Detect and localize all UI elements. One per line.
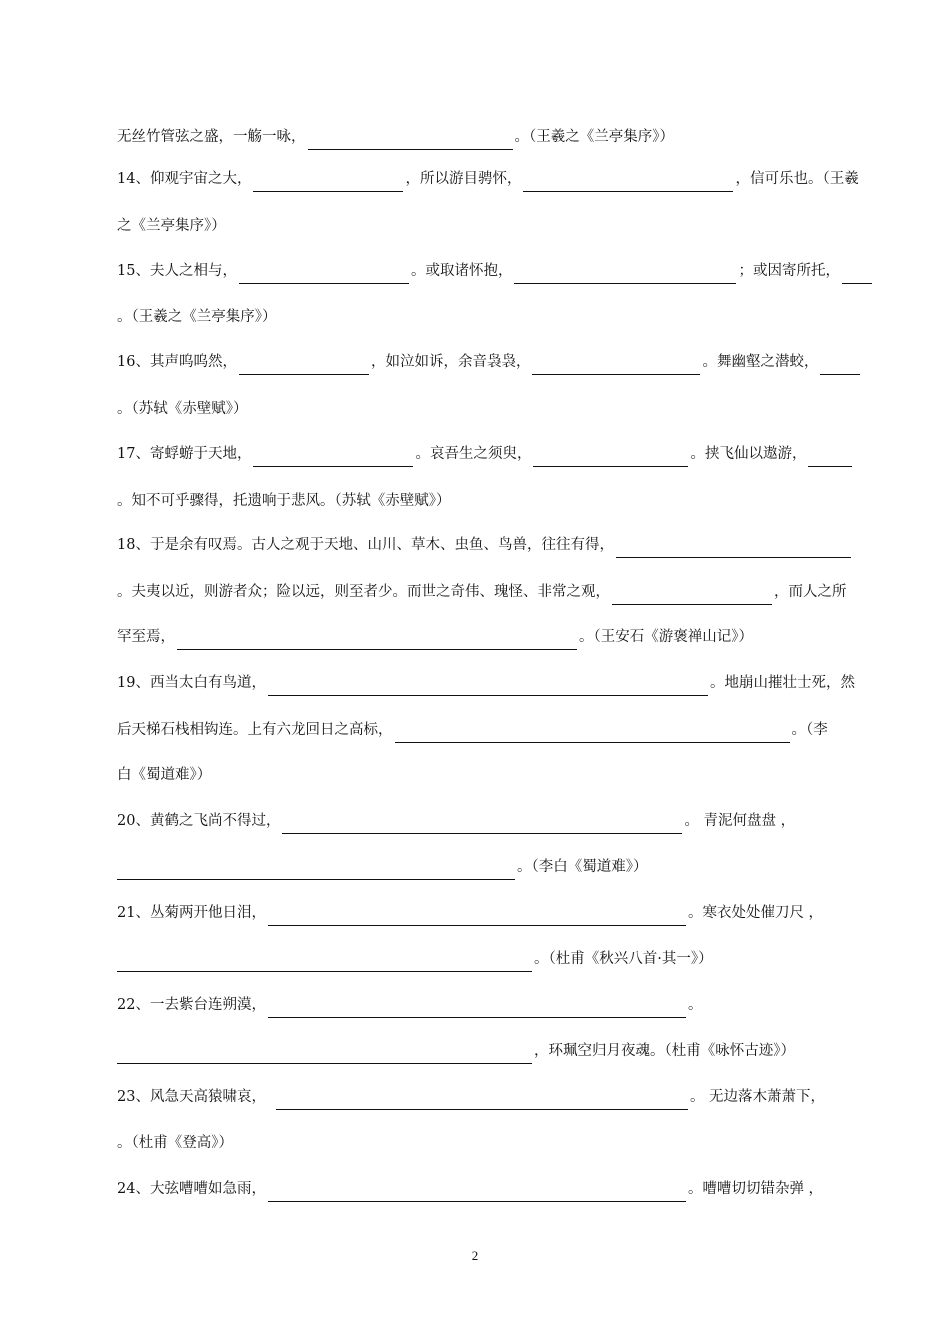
line-13: 19、西当太白有鸟道， 。地崩山摧壮士死，然 [117,670,879,696]
line-23: 。（杜甫《登高》） [117,1135,233,1151]
fill-blank[interactable] [253,448,413,467]
line-18: 21、丛菊两开他日泪， 。寒衣处处催刀尺 ， [117,900,879,926]
line-15: 白《蜀道难》） [117,767,212,783]
fill-blank[interactable] [808,448,852,467]
fill-blank[interactable] [239,356,369,375]
line-24: 24、大弦嘈嘈如急雨， 。嘈嘈切切错杂弹 ， [117,1176,879,1202]
line-21: ，环珮空归月夜魂。（杜甫《咏怀古迹》） [117,1038,879,1064]
fill-blank[interactable] [268,999,686,1018]
fill-blank[interactable] [117,1045,532,1064]
line-2: 14、仰观宇宙之大， ，所以游目骋怀， ，信可乐也。（王羲 [117,166,879,192]
page-number: 2 [471,1248,479,1263]
line-16: 20、黄鹤之飞尚不得过， 。 青泥何盘盘 ， [117,808,879,834]
fill-blank[interactable] [239,265,409,284]
fill-blank[interactable] [395,724,790,743]
fill-blank[interactable] [177,631,577,650]
fill-blank[interactable] [253,173,403,192]
line-11: 。夫夷以近，则游者众；险以远，则至者少。而世之奇伟、瑰怪、非常之观， ，而人之所 [117,579,879,605]
line-20: 22、一去紫台连朔漠， 。 [117,992,879,1018]
fill-blank[interactable] [268,907,686,926]
fill-blank[interactable] [282,815,682,834]
line-6: 16、其声呜呜然， ，如泣如诉，余音袅袅， 。舞幽壑之潜蛟， [117,349,879,375]
fill-blank[interactable] [523,173,733,192]
fill-blank[interactable] [842,265,872,284]
line-4: 15、夫人之相与， 。或取诸怀抱， ；或因寄所托， [117,258,879,284]
fill-blank[interactable] [612,586,772,605]
line-8: 17、寄蜉蝣于天地， 。哀吾生之须臾， 。挟飞仙以遨游， [117,441,879,467]
fill-blank[interactable] [268,1183,686,1202]
fill-blank[interactable] [616,539,851,558]
line-9: 。知不可乎骤得，托遗响于悲风。（苏轼《赤壁赋》） [117,493,451,509]
fill-blank[interactable] [514,265,736,284]
fill-blank[interactable] [117,953,532,972]
line-10: 18、于是余有叹焉。古人之观于天地、山川、草木、虫鱼、鸟兽，往往有得， [117,532,879,558]
line-14: 后天梯石栈相钩连。上有六龙回日之高标， 。（李 [117,717,879,743]
line-12: 罕至焉， 。（王安石《游褒禅山记》） [117,624,879,650]
line-7: 。（苏轼《赤壁赋》） [117,401,248,417]
line-1: 无丝竹管弦之盛，一觞一咏， 。（王羲之《兰亭集序》） [117,124,879,150]
fill-blank[interactable] [276,1091,688,1110]
fill-blank[interactable] [268,677,708,696]
fill-blank[interactable] [532,356,700,375]
line-3: 之《兰亭集序》） [117,218,226,234]
line-19: 。（杜甫《秋兴八首·其一》） [117,946,879,972]
line-22: 23、风急天高猿啸哀， 。 无边落木萧萧下， [117,1084,879,1110]
line-5: 。（王羲之《兰亭集序》） [117,309,277,325]
fill-blank[interactable] [308,131,513,150]
fill-blank[interactable] [820,356,860,375]
line-17: 。（李白《蜀道难》） [117,854,879,880]
fill-blank[interactable] [117,861,515,880]
fill-blank[interactable] [533,448,688,467]
